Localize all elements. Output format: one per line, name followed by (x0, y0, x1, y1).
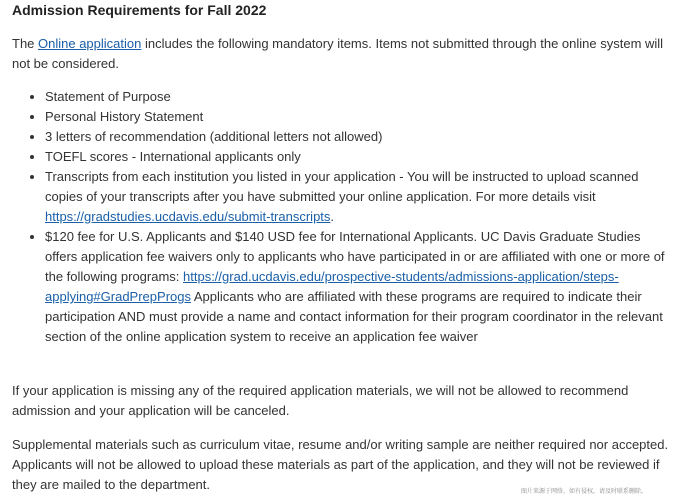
requirement-text: Transcripts from each institution you listed in your application - You will be instructed to upload scanned copies of your transcripts after you have submitted your online application. For more details visit (45, 169, 639, 204)
intro-text-before: The (12, 36, 39, 51)
supplemental-paragraph: Supplemental materials such as curriculum vitae, resume and/or writing sample are neither required nor accepted. Applicants will not be allowed to upload these materials as part of the application, and they will not be reviewed if they are mailed to the department. (12, 437, 669, 492)
transcripts-link[interactable]: https://gradstudies.ucdavis.edu/submit-transcripts (45, 209, 331, 224)
requirement-text: 3 letters of recommendation (additional letters not allowed) (45, 129, 383, 144)
missing-materials-paragraph: If your application is missing any of the required application materials, we will not be allowed to recommend admission and your application will be canceled. (12, 383, 629, 418)
requirement-text: Personal History Statement (45, 109, 204, 124)
requirements-list (12, 87, 665, 347)
grad-prep-programs-link[interactable]: https://grad.ucdavis.edu/prospective-students/admissions-application/steps-applying#GradPrepProgs (45, 269, 619, 304)
watermark-text: 图片来源于网络，如有侵权，请及时联系删除。 (520, 488, 647, 495)
page-heading: Admission Requirements for Fall 2022 (12, 2, 267, 18)
intro-paragraph (12, 34, 672, 74)
list-item (45, 167, 665, 227)
list-item (45, 107, 665, 127)
list-item (45, 127, 665, 147)
requirement-text-after: . (330, 209, 335, 224)
list-item (45, 227, 665, 347)
list-item (45, 147, 665, 167)
list-item (45, 87, 665, 107)
requirement-text: TOEFL scores - International applicants only (45, 149, 301, 164)
online-application-link[interactable]: Online application (38, 36, 142, 51)
requirement-text: Statement of Purpose (45, 89, 171, 104)
requirement-text-after: Applicants who are affiliated with these programs are required to indicate their participation AND must provide a name and contact information for their program coordinator in the relevant section of the online application system to receive an application fee waiver (45, 289, 663, 344)
requirement-text: $120 fee for U.S. Applicants and $140 USD fee for International Applicants. UC Davis Graduate Studies offers application fee waivers only to applicants who have participated in or are affiliated with one or more of the following programs: (45, 229, 665, 284)
intro-text-after: includes the following mandatory items. Items not submitted through the online system will not be considered. (12, 36, 664, 71)
